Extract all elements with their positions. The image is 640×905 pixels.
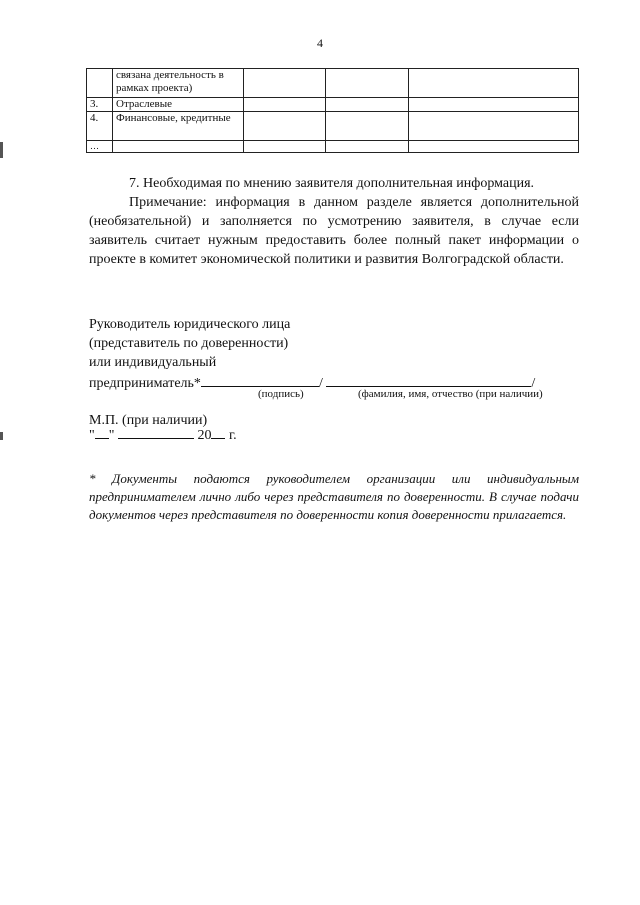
table-row xyxy=(87,141,579,153)
section-7-note: Примечание: информация в данном разделе является дополнительной (необязательной) и заполняется по усмотрению заявителя, в случае если заявитель считает нужным предоставить более полный пакет информации о проекте в комитет экономической политики и развития Волгоградской области. xyxy=(89,195,579,267)
date-quote-close: " xyxy=(108,428,115,443)
signature-line-2: (представитель по доверенности) xyxy=(89,336,289,351)
table-cell-num: 4. xyxy=(87,112,113,141)
table-cell-empty xyxy=(244,141,326,153)
table-cell-empty xyxy=(326,98,409,112)
signature-line-1: Руководитель юридического лица xyxy=(89,317,291,332)
date-suffix: г. xyxy=(228,428,237,443)
table-cell-name: связана деятельность в рамках проекта) xyxy=(113,69,244,98)
signature-caption: (подпись) xyxy=(258,388,304,400)
table-cell-num: … xyxy=(87,141,113,153)
section-7-heading: 7. Необходимая по мнению заявителя дополнительная информация. xyxy=(129,176,535,191)
table-cell-empty xyxy=(409,141,579,153)
table-cell-empty xyxy=(244,112,326,141)
page-number: 4 xyxy=(317,36,323,50)
info-table xyxy=(86,68,579,153)
table-cell-name xyxy=(113,141,244,153)
table-cell-empty xyxy=(409,112,579,141)
table-cell-empty xyxy=(409,98,579,112)
table-row xyxy=(87,98,579,112)
date-day-blank xyxy=(95,424,109,439)
scan-edge-mark xyxy=(0,142,3,158)
signature-line-3: или индивидуальный xyxy=(89,355,217,370)
date-year: 20 xyxy=(197,428,212,443)
scan-edge-mark xyxy=(0,432,3,440)
full-name-blank xyxy=(326,372,531,387)
table-cell-num: 3. xyxy=(87,98,113,112)
table-cell-empty xyxy=(326,112,409,141)
date-year-blank xyxy=(211,424,225,439)
date-quote-open: " xyxy=(89,428,95,443)
table-cell-empty xyxy=(244,69,326,98)
table-cell-name: Отраслевые xyxy=(113,98,244,112)
slash-2: / xyxy=(531,376,536,391)
signature-label: предприниматель* xyxy=(89,376,201,391)
footnote: * Документы подаются руководителем организации или индивидуальным предпринимателем лично либо через представителя по доверенности. В случае подачи документов через представителя по доверенности копия доверенности прилагается. xyxy=(89,471,579,522)
slash-1: / xyxy=(318,376,323,391)
date-month-blank xyxy=(118,424,194,439)
table-cell-empty xyxy=(409,69,579,98)
table-row xyxy=(87,69,579,98)
table-cell-num xyxy=(87,69,113,98)
table-cell-empty xyxy=(326,69,409,98)
table-row xyxy=(87,112,579,141)
full-name-caption: (фамилия, имя, отчество (при наличии) xyxy=(358,388,543,400)
table-cell-empty xyxy=(326,141,409,153)
date-row xyxy=(89,424,237,445)
table-cell-empty xyxy=(244,98,326,112)
table-cell-name: Финансовые, кредитные xyxy=(113,112,244,141)
stamp-mark: М.П. (при наличии) xyxy=(89,413,208,428)
signature-blank xyxy=(201,372,319,387)
